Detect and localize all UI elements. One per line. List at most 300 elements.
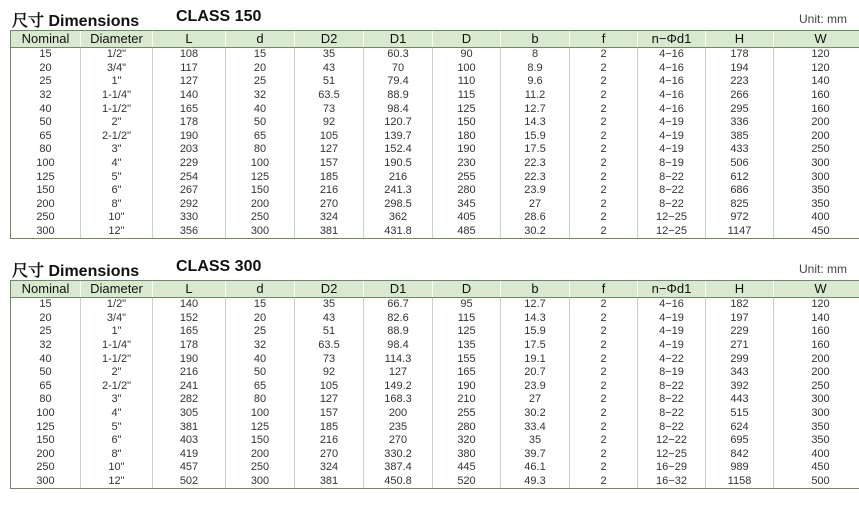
table-cell: 19.1 bbox=[501, 352, 570, 366]
table-row bbox=[11, 380, 859, 394]
table-cell: 431.8 bbox=[364, 225, 433, 239]
table-cell: 50 bbox=[11, 366, 81, 380]
table-cell: 43 bbox=[295, 62, 364, 76]
table-cell: 445 bbox=[433, 461, 501, 475]
table-cell: 2 bbox=[570, 339, 638, 353]
dimensions-table bbox=[10, 280, 859, 489]
table-cell: 50 bbox=[226, 366, 295, 380]
table-cell: 4−16 bbox=[638, 48, 706, 62]
table-cell: 2 bbox=[570, 75, 638, 89]
table-cell: 178 bbox=[153, 116, 226, 130]
column-header: L bbox=[153, 31, 226, 48]
table-cell: 30.2 bbox=[501, 407, 570, 421]
table-cell: 168.3 bbox=[364, 393, 433, 407]
table-cell: 50 bbox=[226, 116, 295, 130]
table-cell: 110 bbox=[433, 75, 501, 89]
table-cell: 16−29 bbox=[638, 461, 706, 475]
table-row bbox=[11, 143, 859, 157]
table-cell: 190 bbox=[153, 352, 226, 366]
table-cell: 28.6 bbox=[501, 211, 570, 225]
table-cell: 2 bbox=[570, 184, 638, 198]
table-cell: 12−25 bbox=[638, 211, 706, 225]
table-cell: 98.4 bbox=[364, 102, 433, 116]
table-cell: 22.3 bbox=[501, 157, 570, 171]
table-cell: 25 bbox=[11, 325, 81, 339]
table-cell: 155 bbox=[433, 352, 501, 366]
table-cell: 120 bbox=[774, 48, 859, 62]
table-cell: 5" bbox=[81, 420, 153, 434]
table-cell: 271 bbox=[706, 339, 774, 353]
column-header: D bbox=[433, 31, 501, 48]
table-cell: 157 bbox=[295, 407, 364, 421]
table-cell: 95 bbox=[433, 298, 501, 312]
table-cell: 125 bbox=[226, 170, 295, 184]
table-cell: 300 bbox=[774, 170, 859, 184]
table-cell: 90 bbox=[433, 48, 501, 62]
table-cell: 160 bbox=[774, 339, 859, 353]
table-cell: 4−19 bbox=[638, 116, 706, 130]
table-cell: 216 bbox=[295, 434, 364, 448]
table-cell: 2 bbox=[570, 312, 638, 326]
table-cell: 2 bbox=[570, 157, 638, 171]
table-cell: 5" bbox=[81, 170, 153, 184]
table-cell: 15 bbox=[226, 298, 295, 312]
table-cell: 350 bbox=[774, 198, 859, 212]
table-cell: 2 bbox=[570, 352, 638, 366]
table-cell: 40 bbox=[11, 102, 81, 116]
table-cell: 2 bbox=[570, 48, 638, 62]
column-header: D1 bbox=[364, 31, 433, 48]
table-cell: 989 bbox=[706, 461, 774, 475]
table-cell: 65 bbox=[11, 130, 81, 144]
table-cell: 20 bbox=[226, 62, 295, 76]
table-cell: 825 bbox=[706, 198, 774, 212]
table-cell: 194 bbox=[706, 62, 774, 76]
table-cell: 197 bbox=[706, 312, 774, 326]
table-cell: 25 bbox=[226, 325, 295, 339]
table-cell: 506 bbox=[706, 157, 774, 171]
table-cell: 4−16 bbox=[638, 89, 706, 103]
table-cell: 250 bbox=[226, 211, 295, 225]
table-cell: 40 bbox=[11, 352, 81, 366]
table-cell: 150 bbox=[11, 434, 81, 448]
table-cell: 6" bbox=[81, 434, 153, 448]
table-cell: 216 bbox=[153, 366, 226, 380]
table-cell: 20 bbox=[11, 62, 81, 76]
table-cell: 32 bbox=[11, 339, 81, 353]
table-cell: 27 bbox=[501, 198, 570, 212]
table-cell: 65 bbox=[226, 130, 295, 144]
table-cell: 12.7 bbox=[501, 102, 570, 116]
table-cell: 350 bbox=[774, 184, 859, 198]
table-cell: 485 bbox=[433, 225, 501, 239]
section-title: 尺寸 Dimensions bbox=[12, 263, 140, 280]
table-cell: 70 bbox=[364, 62, 433, 76]
table-cell: 14.3 bbox=[501, 116, 570, 130]
table-cell: 3/4" bbox=[81, 312, 153, 326]
table-cell: 330 bbox=[153, 211, 226, 225]
table-cell: 17.5 bbox=[501, 339, 570, 353]
table-cell: 305 bbox=[153, 407, 226, 421]
column-header: Nominal bbox=[11, 31, 81, 48]
table-cell: 300 bbox=[774, 407, 859, 421]
table-cell: 73 bbox=[295, 352, 364, 366]
table-cell: 686 bbox=[706, 184, 774, 198]
table-cell: 392 bbox=[706, 380, 774, 394]
table-row bbox=[11, 448, 859, 462]
column-header: b bbox=[501, 281, 570, 298]
table-cell: 200 bbox=[11, 198, 81, 212]
table-cell: 1-1/4" bbox=[81, 89, 153, 103]
table-cell: 2 bbox=[570, 448, 638, 462]
table-cell: 4−16 bbox=[638, 102, 706, 116]
table-cell: 63.5 bbox=[295, 339, 364, 353]
table-cell: 241.3 bbox=[364, 184, 433, 198]
table-cell: 35 bbox=[295, 298, 364, 312]
table-cell: 502 bbox=[153, 475, 226, 489]
table-cell: 190 bbox=[433, 143, 501, 157]
table-row bbox=[11, 170, 859, 184]
table-cell: 381 bbox=[153, 420, 226, 434]
table-cell: 8−22 bbox=[638, 407, 706, 421]
table-cell: 43 bbox=[295, 312, 364, 326]
table-cell: 2 bbox=[570, 325, 638, 339]
table-cell: 200 bbox=[11, 448, 81, 462]
table-cell: 15 bbox=[11, 298, 81, 312]
table-cell: 450 bbox=[774, 461, 859, 475]
table-cell: 150 bbox=[226, 434, 295, 448]
table-cell: 98.4 bbox=[364, 339, 433, 353]
table-cell: 40 bbox=[226, 352, 295, 366]
table-row bbox=[11, 225, 859, 239]
table-cell: 165 bbox=[153, 102, 226, 116]
table-cell: 88.9 bbox=[364, 325, 433, 339]
table-cell: 178 bbox=[706, 48, 774, 62]
table-cell: 1-1/4" bbox=[81, 339, 153, 353]
table-cell: 443 bbox=[706, 393, 774, 407]
table-cell: 23.9 bbox=[501, 380, 570, 394]
table-cell: 4−22 bbox=[638, 352, 706, 366]
table-cell: 150 bbox=[11, 184, 81, 198]
table-cell: 8−22 bbox=[638, 184, 706, 198]
table-cell: 15.9 bbox=[501, 130, 570, 144]
table-cell: 79.4 bbox=[364, 75, 433, 89]
table-cell: 15.9 bbox=[501, 325, 570, 339]
table-row bbox=[11, 102, 859, 116]
table-cell: 140 bbox=[774, 75, 859, 89]
table-cell: 2" bbox=[81, 366, 153, 380]
table-cell: 65 bbox=[11, 380, 81, 394]
table-cell: 100 bbox=[433, 62, 501, 76]
column-header: H bbox=[706, 281, 774, 298]
table-cell: 73 bbox=[295, 102, 364, 116]
table-cell: 2 bbox=[570, 461, 638, 475]
table-cell: 250 bbox=[774, 143, 859, 157]
table-cell: 320 bbox=[433, 434, 501, 448]
table-cell: 127 bbox=[295, 393, 364, 407]
table-cell: 152.4 bbox=[364, 143, 433, 157]
table-cell: 115 bbox=[433, 89, 501, 103]
table-cell: 190 bbox=[433, 380, 501, 394]
table-row bbox=[11, 48, 859, 62]
column-header: d bbox=[226, 31, 295, 48]
table-cell: 50 bbox=[11, 116, 81, 130]
table-cell: 14.3 bbox=[501, 312, 570, 326]
table-cell: 190.5 bbox=[364, 157, 433, 171]
table-cell: 515 bbox=[706, 407, 774, 421]
table-row bbox=[11, 312, 859, 326]
dimensions-table bbox=[10, 30, 859, 239]
table-cell: 400 bbox=[774, 211, 859, 225]
table-cell: 500 bbox=[774, 475, 859, 489]
column-header: n−Φd1 bbox=[638, 281, 706, 298]
table-cell: 30.2 bbox=[501, 225, 570, 239]
table-cell: 150 bbox=[226, 184, 295, 198]
table-cell: 324 bbox=[295, 461, 364, 475]
table-cell: 695 bbox=[706, 434, 774, 448]
table-row bbox=[11, 89, 859, 103]
table-cell: 33.4 bbox=[501, 420, 570, 434]
table-cell: 2-1/2" bbox=[81, 380, 153, 394]
table-cell: 46.1 bbox=[501, 461, 570, 475]
table-cell: 298.5 bbox=[364, 198, 433, 212]
table-cell: 16−32 bbox=[638, 475, 706, 489]
table-cell: 105 bbox=[295, 380, 364, 394]
table-cell: 105 bbox=[295, 130, 364, 144]
column-header: H bbox=[706, 31, 774, 48]
table-cell: 280 bbox=[433, 184, 501, 198]
table-cell: 27 bbox=[501, 393, 570, 407]
table-cell: 114.3 bbox=[364, 352, 433, 366]
table-cell: 450 bbox=[774, 225, 859, 239]
table-cell: 88.9 bbox=[364, 89, 433, 103]
table-cell: 254 bbox=[153, 170, 226, 184]
table-cell: 120.7 bbox=[364, 116, 433, 130]
table-cell: 2 bbox=[570, 198, 638, 212]
table-cell: 457 bbox=[153, 461, 226, 475]
table-cell: 25 bbox=[226, 75, 295, 89]
table-cell: 135 bbox=[433, 339, 501, 353]
table-cell: 35 bbox=[295, 48, 364, 62]
table-cell: 250 bbox=[226, 461, 295, 475]
table-cell: 255 bbox=[433, 407, 501, 421]
class-150-section bbox=[10, 6, 847, 239]
table-cell: 200 bbox=[774, 130, 859, 144]
table-row bbox=[11, 75, 859, 89]
table-cell: 125 bbox=[433, 325, 501, 339]
table-cell: 270 bbox=[295, 198, 364, 212]
table-cell: 12−25 bbox=[638, 448, 706, 462]
table-cell: 160 bbox=[774, 89, 859, 103]
table-cell: 80 bbox=[11, 393, 81, 407]
table-cell: 1147 bbox=[706, 225, 774, 239]
table-cell: 4−19 bbox=[638, 312, 706, 326]
table-cell: 380 bbox=[433, 448, 501, 462]
table-cell: 1-1/2" bbox=[81, 102, 153, 116]
table-cell: 8.9 bbox=[501, 62, 570, 76]
table-cell: 200 bbox=[774, 116, 859, 130]
table-cell: 4−19 bbox=[638, 130, 706, 144]
table-cell: 292 bbox=[153, 198, 226, 212]
table-cell: 100 bbox=[11, 157, 81, 171]
table-cell: 345 bbox=[433, 198, 501, 212]
column-header: Nominal bbox=[11, 281, 81, 298]
table-cell: 362 bbox=[364, 211, 433, 225]
table-cell: 8−22 bbox=[638, 170, 706, 184]
table-cell: 10" bbox=[81, 211, 153, 225]
table-cell: 350 bbox=[774, 420, 859, 434]
table-cell: 22.3 bbox=[501, 170, 570, 184]
table-cell: 2 bbox=[570, 130, 638, 144]
table-cell: 300 bbox=[774, 393, 859, 407]
table-cell: 520 bbox=[433, 475, 501, 489]
table-cell: 25 bbox=[11, 75, 81, 89]
table-cell: 2-1/2" bbox=[81, 130, 153, 144]
table-cell: 229 bbox=[153, 157, 226, 171]
table-cell: 125 bbox=[226, 420, 295, 434]
table-cell: 300 bbox=[226, 475, 295, 489]
table-cell: 387.4 bbox=[364, 461, 433, 475]
table-cell: 2 bbox=[570, 170, 638, 184]
table-cell: 270 bbox=[364, 434, 433, 448]
table-cell: 8−19 bbox=[638, 157, 706, 171]
table-cell: 140 bbox=[774, 312, 859, 326]
table-cell: 2 bbox=[570, 393, 638, 407]
table-row bbox=[11, 366, 859, 380]
table-cell: 140 bbox=[153, 89, 226, 103]
table-row bbox=[11, 434, 859, 448]
table-cell: 250 bbox=[11, 211, 81, 225]
table-cell: 356 bbox=[153, 225, 226, 239]
table-cell: 4−16 bbox=[638, 75, 706, 89]
table-cell: 12" bbox=[81, 475, 153, 489]
table-row bbox=[11, 475, 859, 489]
table-cell: 229 bbox=[706, 325, 774, 339]
table-cell: 612 bbox=[706, 170, 774, 184]
table-row bbox=[11, 157, 859, 171]
table-cell: 182 bbox=[706, 298, 774, 312]
table-cell: 12" bbox=[81, 225, 153, 239]
section-header bbox=[10, 6, 847, 30]
table-cell: 4−16 bbox=[638, 298, 706, 312]
table-cell: 125 bbox=[11, 170, 81, 184]
table-cell: 624 bbox=[706, 420, 774, 434]
table-cell: 185 bbox=[295, 420, 364, 434]
table-cell: 80 bbox=[11, 143, 81, 157]
table-cell: 4" bbox=[81, 407, 153, 421]
table-cell: 250 bbox=[774, 380, 859, 394]
table-cell: 20 bbox=[226, 312, 295, 326]
table-cell: 8 bbox=[501, 48, 570, 62]
unit-label: Unit: mm bbox=[799, 262, 847, 276]
table-cell: 2 bbox=[570, 407, 638, 421]
table-cell: 1/2" bbox=[81, 48, 153, 62]
table-cell: 17.5 bbox=[501, 143, 570, 157]
table-cell: 92 bbox=[295, 366, 364, 380]
table-cell: 35 bbox=[501, 434, 570, 448]
column-header: L bbox=[153, 281, 226, 298]
table-cell: 972 bbox=[706, 211, 774, 225]
table-cell: 180 bbox=[433, 130, 501, 144]
table-cell: 32 bbox=[226, 339, 295, 353]
table-cell: 80 bbox=[226, 393, 295, 407]
table-cell: 2 bbox=[570, 116, 638, 130]
table-cell: 336 bbox=[706, 116, 774, 130]
table-cell: 381 bbox=[295, 475, 364, 489]
table-cell: 65 bbox=[226, 380, 295, 394]
table-cell: 127 bbox=[153, 75, 226, 89]
table-cell: 32 bbox=[226, 89, 295, 103]
table-cell: 300 bbox=[11, 225, 81, 239]
table-cell: 300 bbox=[11, 475, 81, 489]
table-cell: 300 bbox=[226, 225, 295, 239]
table-cell: 4−19 bbox=[638, 325, 706, 339]
header-row bbox=[11, 31, 859, 48]
table-cell: 2 bbox=[570, 475, 638, 489]
unit-label: Unit: mm bbox=[799, 12, 847, 26]
section-title: 尺寸 Dimensions bbox=[12, 13, 140, 30]
table-cell: 2 bbox=[570, 102, 638, 116]
table-cell: 1-1/2" bbox=[81, 352, 153, 366]
table-cell: 1" bbox=[81, 75, 153, 89]
column-header: d bbox=[226, 281, 295, 298]
table-cell: 2 bbox=[570, 89, 638, 103]
table-cell: 267 bbox=[153, 184, 226, 198]
table-cell: 8−19 bbox=[638, 366, 706, 380]
table-cell: 3/4" bbox=[81, 62, 153, 76]
table-cell: 63.5 bbox=[295, 89, 364, 103]
table-cell: 419 bbox=[153, 448, 226, 462]
table-row bbox=[11, 298, 859, 312]
table-cell: 324 bbox=[295, 211, 364, 225]
table-cell: 2" bbox=[81, 116, 153, 130]
table-cell: 223 bbox=[706, 75, 774, 89]
table-cell: 160 bbox=[774, 325, 859, 339]
table-row bbox=[11, 407, 859, 421]
table-cell: 2 bbox=[570, 225, 638, 239]
column-header: W bbox=[774, 31, 859, 48]
table-row bbox=[11, 352, 859, 366]
table-cell: 381 bbox=[295, 225, 364, 239]
section-header bbox=[10, 256, 847, 280]
column-header: b bbox=[501, 31, 570, 48]
table-cell: 8−22 bbox=[638, 393, 706, 407]
table-row bbox=[11, 339, 859, 353]
table-cell: 80 bbox=[226, 143, 295, 157]
table-cell: 343 bbox=[706, 366, 774, 380]
table-cell: 8" bbox=[81, 448, 153, 462]
table-cell: 15 bbox=[226, 48, 295, 62]
table-cell: 149.2 bbox=[364, 380, 433, 394]
table-cell: 299 bbox=[706, 352, 774, 366]
table-cell: 12−22 bbox=[638, 434, 706, 448]
class-label: CLASS 150 bbox=[176, 8, 262, 25]
table-cell: 15 bbox=[11, 48, 81, 62]
table-cell: 200 bbox=[774, 352, 859, 366]
column-header: n−Φd1 bbox=[638, 31, 706, 48]
table-cell: 280 bbox=[433, 420, 501, 434]
table-row bbox=[11, 211, 859, 225]
table-row bbox=[11, 325, 859, 339]
table-cell: 8−22 bbox=[638, 380, 706, 394]
table-cell: 117 bbox=[153, 62, 226, 76]
header-row bbox=[11, 281, 859, 298]
table-cell: 2 bbox=[570, 62, 638, 76]
table-cell: 1158 bbox=[706, 475, 774, 489]
table-row bbox=[11, 461, 859, 475]
table-cell: 152 bbox=[153, 312, 226, 326]
table-cell: 66.7 bbox=[364, 298, 433, 312]
